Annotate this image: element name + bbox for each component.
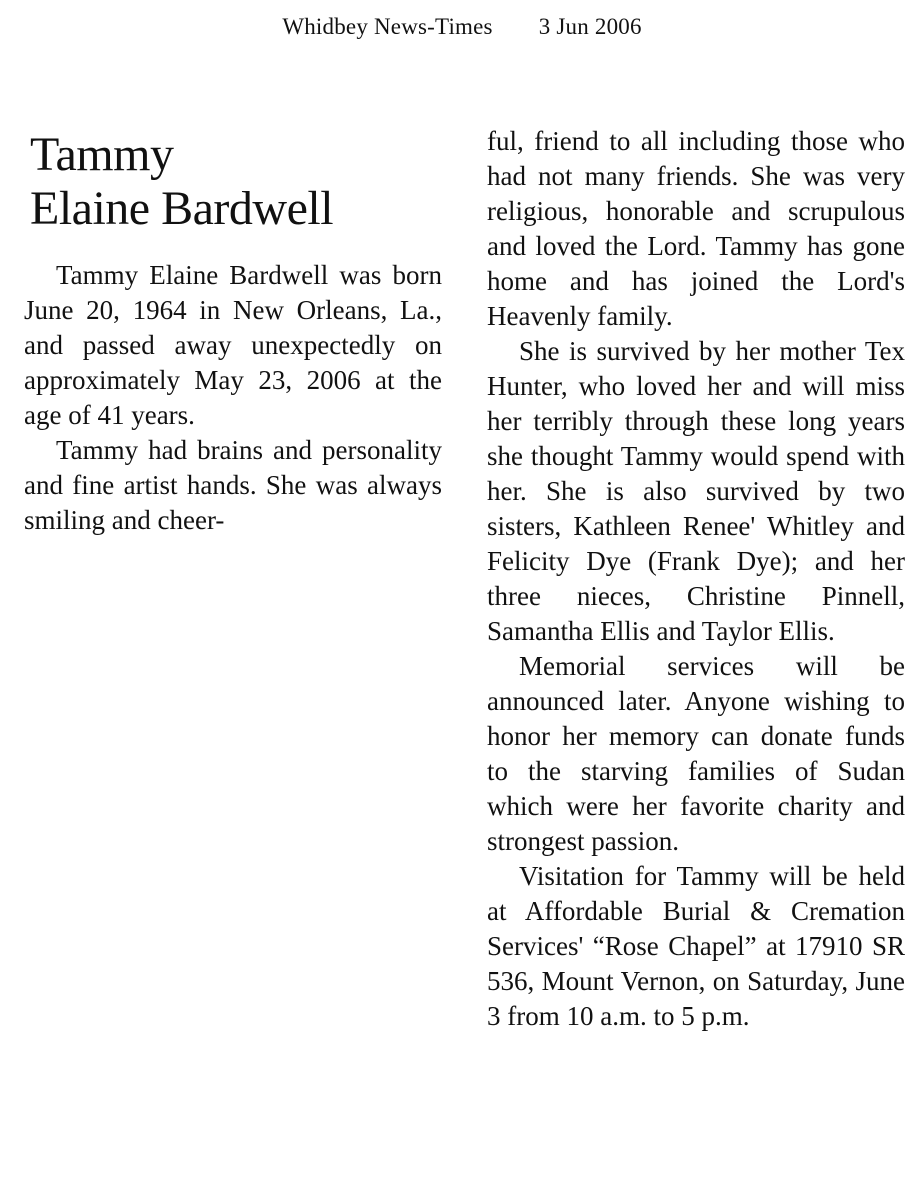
- paragraph-birth: Tammy Elaine Bardwell was born June 20, 1964 in New Orleans, La., and passed away unexpectedly on approximately May 23, 2006 at the age of 41 years.: [24, 260, 442, 430]
- title-line-1: Tammy: [30, 128, 174, 181]
- paragraph-visitation: Visitation for Tammy will be held at Affordable Burial & Cremation Services' “Rose Chapel” at 17910 SR 536, Mount Vernon, on Saturday, June 3 from 10 a.m. to 5 p.m.: [487, 861, 905, 1031]
- title-line-2: Elaine Bardwell: [30, 182, 334, 235]
- paragraph-memorial: Memorial services will be announced later. Anyone wishing to honor her memory can donate funds to the starving families of Sudan which were her favorite charity and strongest passion.: [487, 651, 905, 856]
- publication-name: Whidbey News-Times: [282, 14, 493, 39]
- paragraph-personality: Tammy had brains and personality and fine artist hands. She was always smiling and cheer-: [24, 435, 442, 535]
- paragraph-survivors: She is survived by her mother Tex Hunter, who loved her and will miss her terribly through these long years she thought Tammy would spend with her. She is also survived by two sisters, Kathleen Renee' Whitley and Felicity Dye (Frank Dye); and her three nieces, Christine Pinnell, Samantha Ellis and Taylor Ellis.: [487, 336, 905, 646]
- right-column: [487, 124, 905, 1034]
- left-column: [24, 258, 442, 538]
- masthead: [0, 14, 924, 40]
- publication-date: 3 Jun 2006: [538, 14, 642, 39]
- obituary-title: [30, 128, 450, 236]
- paragraph-personality-continued: ful, friend to all including those who had not many friends. She was very religious, honorable and scrupulous and loved the Lord. Tammy has gone home and has joined the Lord's Heavenly family.: [487, 126, 905, 331]
